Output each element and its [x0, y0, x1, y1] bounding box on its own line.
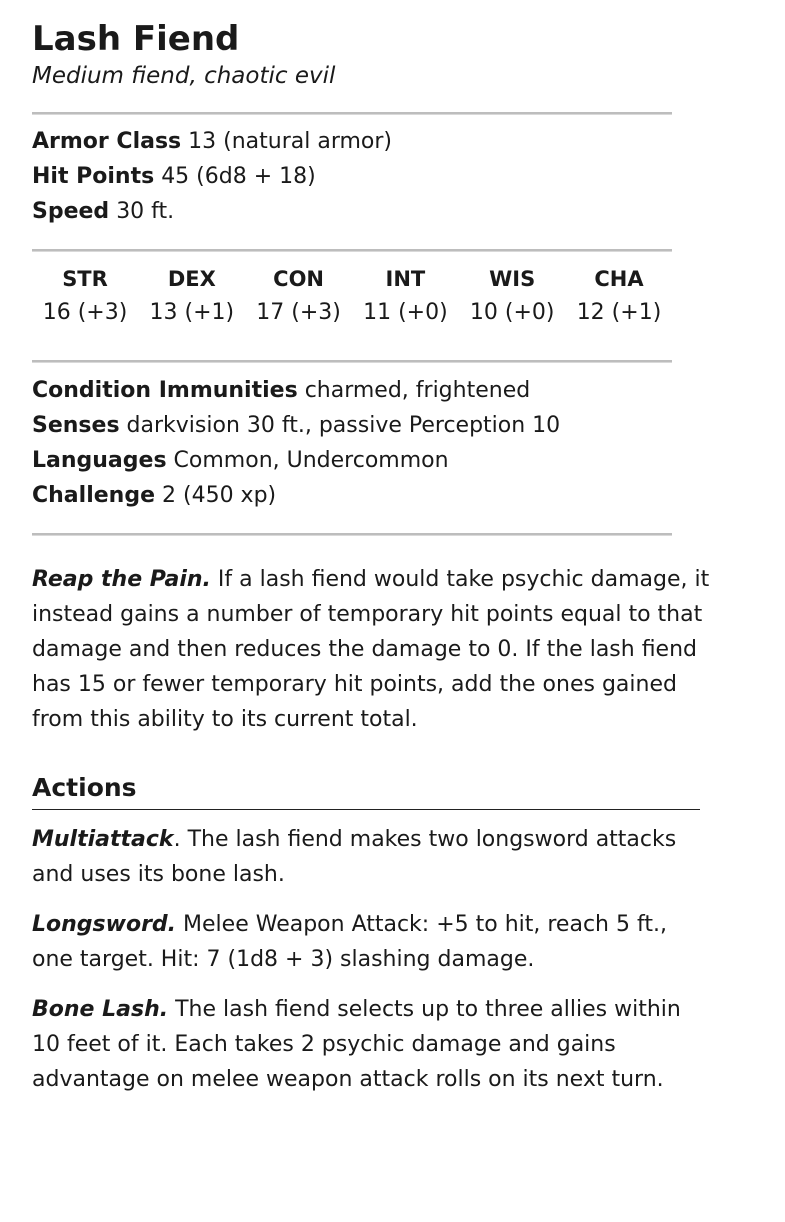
ability-name: WIS: [489, 267, 536, 291]
action-name-suffix: .: [173, 827, 181, 852]
divider: [32, 533, 672, 536]
languages-label: Languages: [32, 448, 167, 473]
ability-int: [352, 262, 458, 330]
divider: [32, 112, 672, 115]
ability-name: STR: [62, 267, 108, 291]
ability-score: 16 (+3): [42, 300, 128, 325]
action-text: Melee Weapon Attack: +5 to hit, reach 5 ft., one target. Hit: 7 (1d8 + 3) slashing damage.: [32, 912, 667, 972]
ability-score: 17 (+3): [256, 300, 341, 325]
basics-section: [32, 124, 712, 229]
ability-cha: [566, 262, 672, 330]
challenge-value: 2 (450 xp): [162, 483, 277, 508]
action-bone-lash: [32, 992, 712, 1097]
ability-dex: [139, 262, 245, 330]
action-longsword: [32, 907, 712, 977]
armor-class-value: 13 (natural armor): [188, 129, 393, 154]
ability-name: INT: [385, 267, 426, 291]
action-text: The lash fiend selects up to three allies within 10 feet of it. Each takes 2 psychic damage and gains advantage on melee weapon attack rolls on its next turn.: [32, 997, 681, 1092]
trait-text: If a lash fiend would take psychic damage, it instead gains a number of temporary hit points equal to that damage and then reduces the damage to 0. If the lash fiend has 15 or fewer temporary hit points, add the ones gained from this ability to its current total.: [32, 567, 710, 732]
ability-str: [32, 262, 138, 330]
speed-label: Speed: [32, 199, 110, 224]
condition-immunities-value: charmed, frightened: [304, 378, 531, 403]
ability-score: 12 (+1): [576, 300, 662, 325]
ability-name: CHA: [594, 267, 644, 291]
stat-block: [32, 18, 712, 1097]
action-name: Bone Lash.: [32, 997, 169, 1022]
armor-class-line: [32, 124, 712, 159]
speed-line: [32, 194, 712, 229]
ability-score: 11 (+0): [363, 300, 448, 325]
ability-name: CON: [273, 267, 325, 291]
ability-score: 10 (+0): [469, 300, 555, 325]
ability-wis: [459, 262, 565, 330]
details-section: [32, 373, 712, 513]
languages-value: Common, Undercommon: [173, 448, 449, 473]
trait-name: Reap the Pain.: [32, 567, 211, 592]
hit-points-label: Hit Points: [32, 164, 155, 189]
senses-label: Senses: [32, 413, 120, 438]
condition-immunities-label: Condition Immunities: [32, 378, 298, 403]
action-name: Longsword.: [32, 912, 177, 937]
hit-points-line: [32, 159, 712, 194]
challenge-label: Challenge: [32, 483, 155, 508]
divider: [32, 249, 672, 252]
languages-line: [32, 443, 712, 478]
actions-heading: Actions: [32, 771, 700, 810]
senses-value: darkvision 30 ft., passive Perception 10: [126, 413, 561, 438]
speed-value: 30 ft.: [116, 199, 175, 224]
ability-name: DEX: [167, 267, 216, 291]
hit-points-value: 45 (6d8 + 18): [161, 164, 316, 189]
monster-type: Medium fiend, chaotic evil: [32, 63, 336, 89]
trait-reap-the-pain: [32, 562, 712, 737]
monster-name: Lash Fiend: [32, 19, 240, 59]
ability-scores: [32, 262, 672, 330]
ability-con: [246, 262, 352, 330]
armor-class-label: Armor Class: [32, 129, 182, 154]
condition-immunities-line: [32, 373, 712, 408]
ability-score: 13 (+1): [149, 300, 235, 325]
challenge-line: [32, 478, 712, 513]
action-multiattack: [32, 822, 712, 892]
action-text: The lash fiend makes two longsword attacks and uses its bone lash.: [32, 827, 677, 887]
divider: [32, 360, 672, 363]
action-name: Multiattack: [32, 827, 174, 852]
senses-line: [32, 408, 712, 443]
